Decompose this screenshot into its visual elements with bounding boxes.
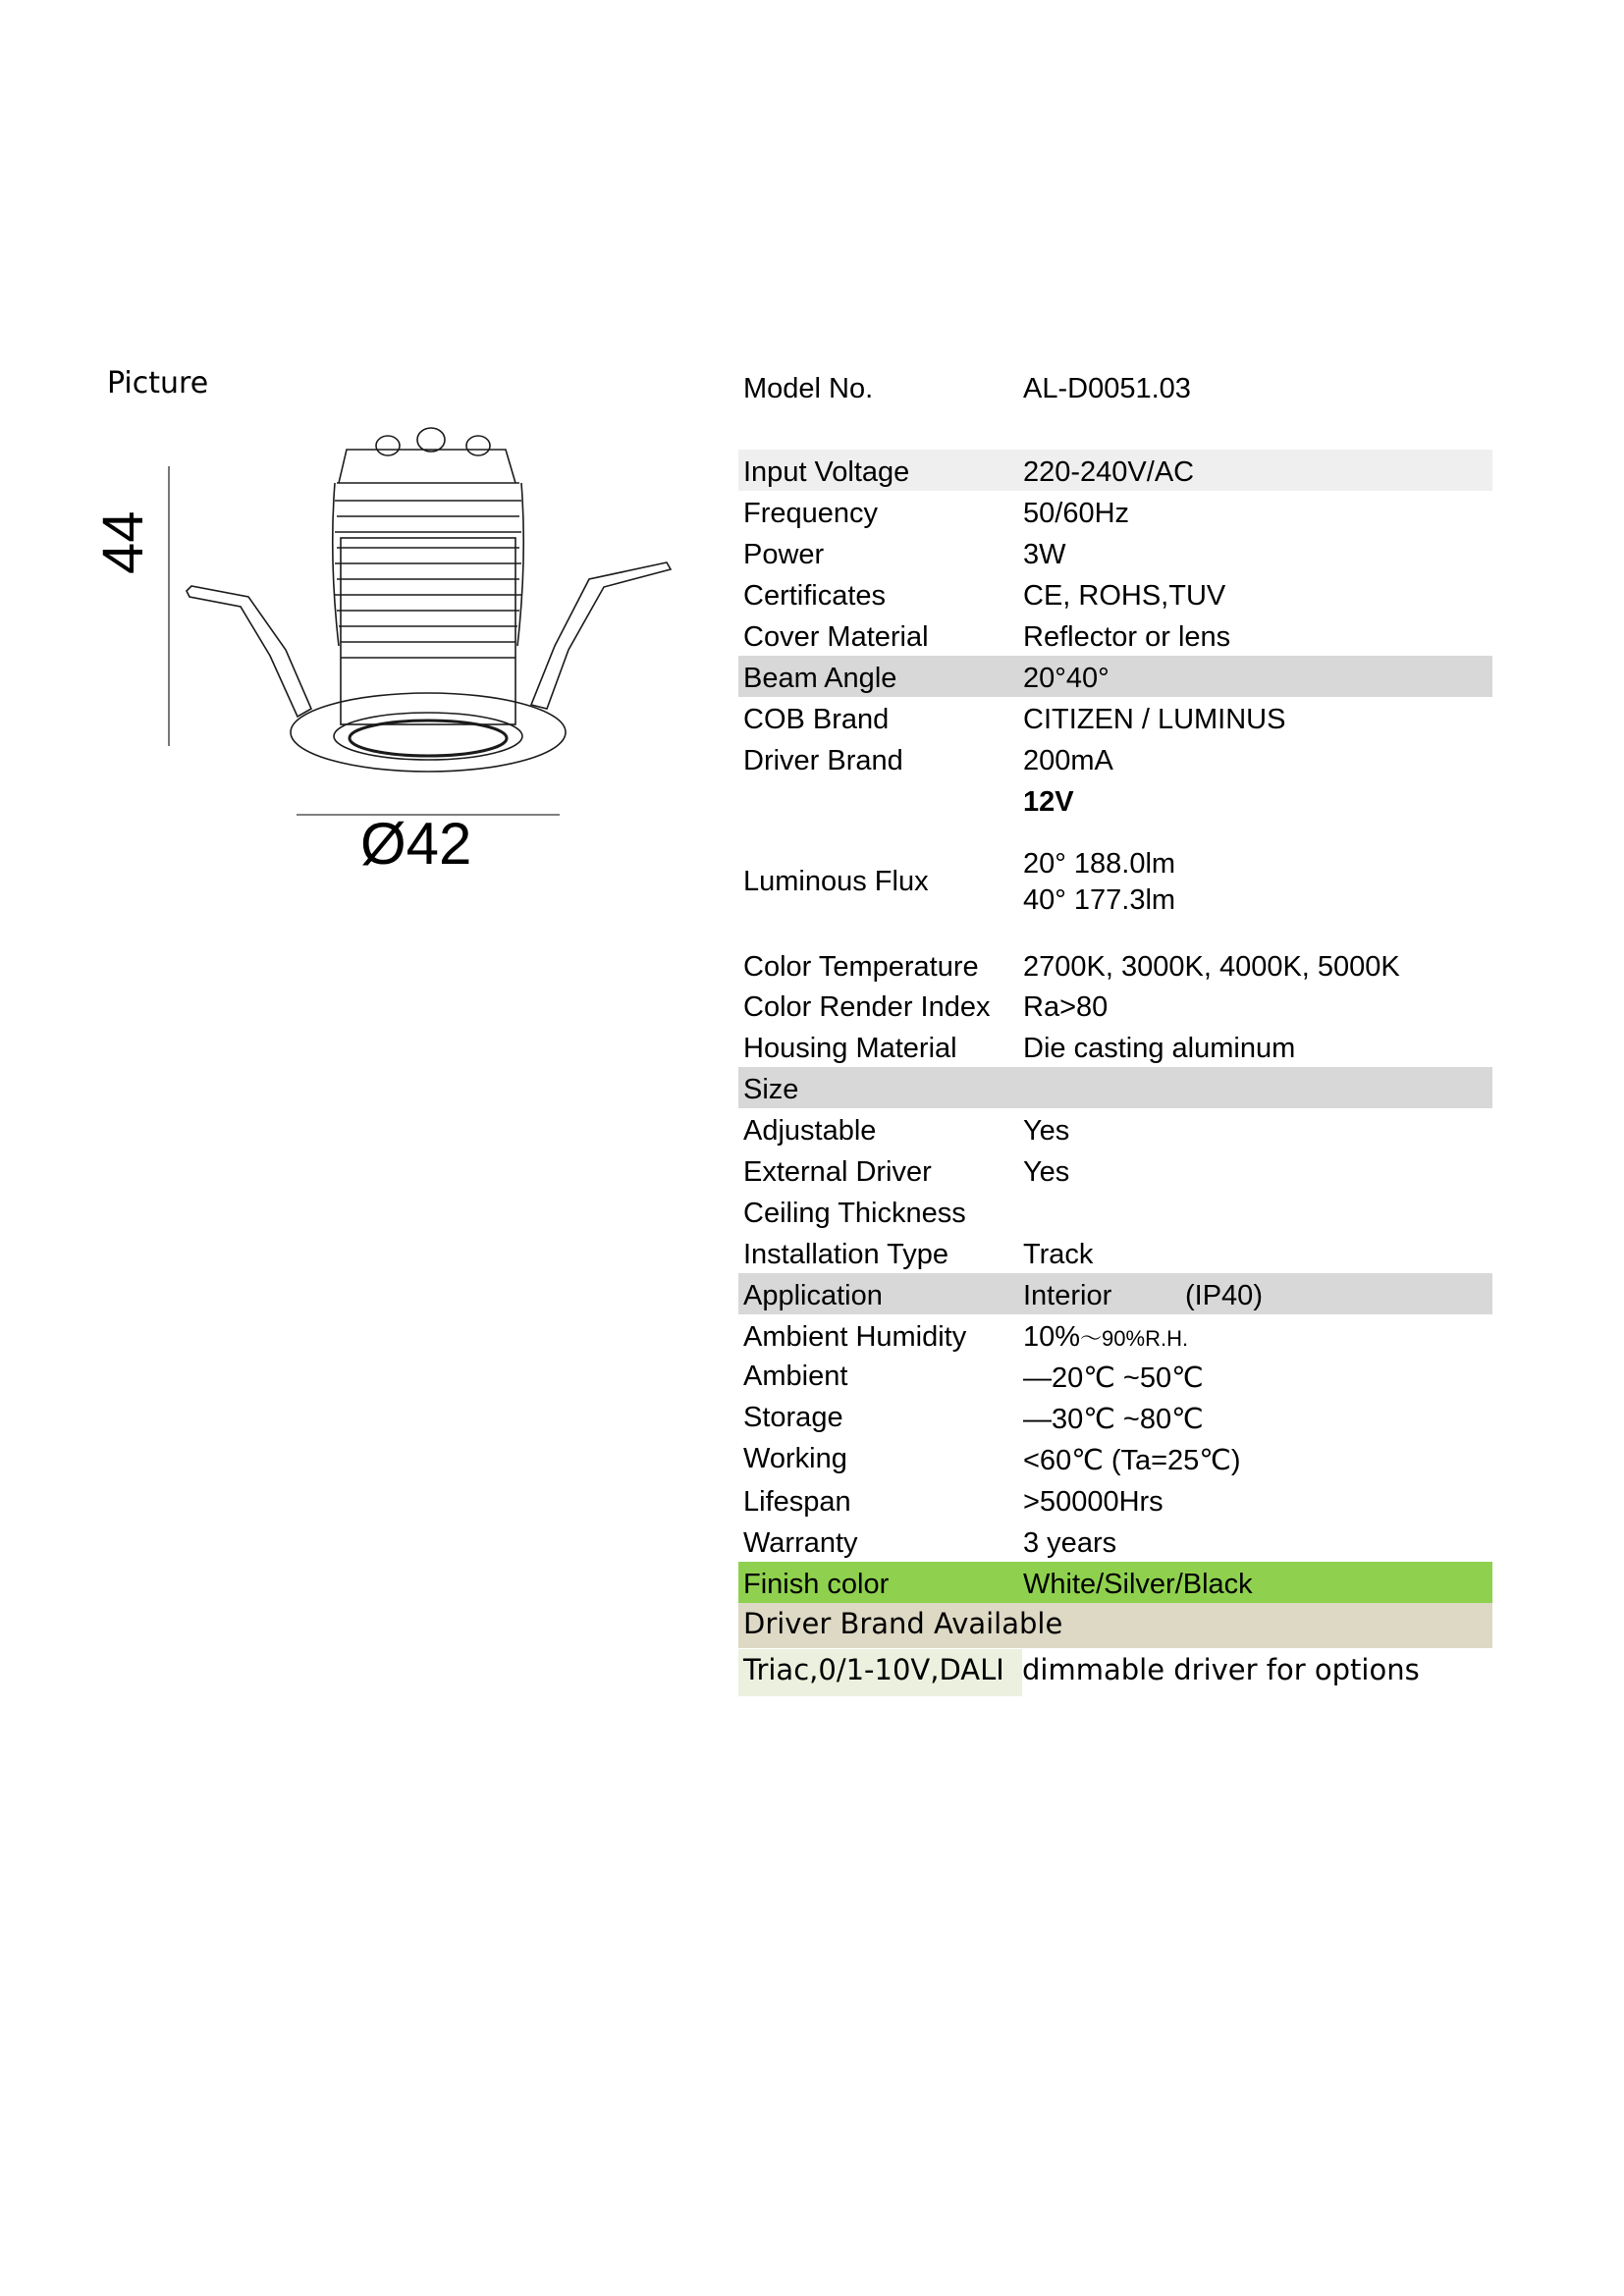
spec-label: Ambient bbox=[743, 1361, 848, 1392]
humidity-range: ～90%R.H. bbox=[1080, 1326, 1189, 1351]
spec-label: Input Voltage bbox=[743, 456, 910, 488]
spec-value: >50000Hrs bbox=[1023, 1486, 1164, 1518]
luminous-flux-row bbox=[738, 844, 1492, 923]
spec-label: Warranty bbox=[743, 1527, 858, 1559]
spec-value: Yes bbox=[1023, 1156, 1070, 1188]
spec-row bbox=[738, 1108, 1492, 1149]
spec-row bbox=[738, 1436, 1492, 1477]
spec-label: Driver Brand bbox=[743, 745, 903, 776]
spec-label: Finish color bbox=[743, 1569, 890, 1600]
spec-label: Storage bbox=[743, 1402, 843, 1433]
spec-value: White/Silver/Black bbox=[1023, 1569, 1253, 1600]
spec-label: COB Brand bbox=[743, 704, 890, 735]
spec-row bbox=[738, 1354, 1492, 1395]
application-row bbox=[738, 1273, 1492, 1314]
spec-row bbox=[738, 1191, 1492, 1232]
height-dimension: 44 bbox=[91, 510, 155, 574]
spec-label: External Driver bbox=[743, 1156, 932, 1188]
driver-voltage-row bbox=[738, 779, 1492, 821]
spec-label: Adjustable bbox=[743, 1115, 877, 1147]
spec-row bbox=[738, 697, 1492, 738]
dimmable-row bbox=[738, 1649, 1492, 1696]
spec-value: CE, ROHS,TUV bbox=[1023, 580, 1226, 612]
driver-available-text: Driver Brand Available bbox=[743, 1607, 1063, 1640]
spec-value: Die casting aluminum bbox=[1023, 1033, 1296, 1064]
spec-value: —30℃ ~80℃ bbox=[1023, 1404, 1204, 1435]
humidity-row bbox=[738, 1314, 1492, 1356]
spec-label: Housing Material bbox=[743, 1033, 957, 1064]
model-row bbox=[738, 366, 1492, 407]
humidity-value: 10% bbox=[1023, 1321, 1081, 1353]
dimmable-driver-text: dimmable driver for options bbox=[1022, 1653, 1420, 1686]
spec-value: 20°40° bbox=[1023, 663, 1110, 694]
spec-row bbox=[738, 1232, 1492, 1273]
spec-label: Power bbox=[743, 539, 825, 570]
spec-value: <60℃ (Ta=25℃) bbox=[1023, 1445, 1241, 1476]
spec-label: Installation Type bbox=[743, 1239, 949, 1270]
spec-row bbox=[738, 1395, 1492, 1436]
humidity-label: Ambient Humidity bbox=[743, 1321, 967, 1353]
spec-value: CITIZEN / LUMINUS bbox=[1023, 704, 1286, 735]
ip-rating: (IP40) bbox=[1185, 1280, 1263, 1311]
finish-color-row bbox=[738, 1562, 1492, 1603]
spec-label: Working bbox=[743, 1443, 847, 1474]
spec-value: 200mA bbox=[1023, 745, 1113, 776]
spec-value: 3W bbox=[1023, 539, 1066, 570]
spec-row bbox=[738, 738, 1492, 779]
luminous-flux-label: Luminous Flux bbox=[743, 866, 929, 897]
spec-row bbox=[738, 532, 1492, 573]
spec-row bbox=[738, 1026, 1492, 1067]
spec-value: —20℃ ~50℃ bbox=[1023, 1362, 1204, 1394]
application-label: Application bbox=[743, 1280, 883, 1311]
spec-row bbox=[738, 944, 1492, 986]
application-value: Interior bbox=[1023, 1280, 1112, 1311]
spec-row bbox=[738, 1479, 1492, 1521]
spec-label: Frequency bbox=[743, 498, 879, 529]
spec-value: Yes bbox=[1023, 1115, 1070, 1147]
dimmable-options: Triac,0/1-10V,DALI bbox=[743, 1653, 1004, 1686]
driver-voltage-value: 12V bbox=[1023, 786, 1074, 818]
spec-label: Certificates bbox=[743, 580, 887, 612]
spec-label: Cover Material bbox=[743, 621, 929, 653]
spec-row bbox=[738, 1149, 1492, 1191]
driver-available-row bbox=[738, 1603, 1492, 1648]
spec-row bbox=[738, 491, 1492, 532]
luminous-flux-20: 20° 188.0lm bbox=[1023, 848, 1176, 880]
spec-value: Track bbox=[1023, 1239, 1094, 1270]
model-label: Model No. bbox=[743, 373, 874, 404]
spec-label: Color Render Index bbox=[743, 991, 991, 1023]
spec-row bbox=[738, 450, 1492, 491]
spec-value: Reflector or lens bbox=[1023, 621, 1231, 653]
spec-value: 2700K, 3000K, 4000K, 5000K bbox=[1023, 951, 1400, 983]
spec-value: 50/60Hz bbox=[1023, 498, 1130, 529]
spec-row bbox=[738, 1067, 1492, 1108]
spec-value: 220-240V/AC bbox=[1023, 456, 1195, 488]
spec-label: Ceiling Thickness bbox=[743, 1198, 966, 1229]
spec-label: Size bbox=[743, 1074, 799, 1105]
spec-value: Ra>80 bbox=[1023, 991, 1109, 1023]
spec-row bbox=[738, 656, 1492, 697]
diameter-dimension: Ø42 bbox=[360, 811, 472, 877]
luminous-flux-40: 40° 177.3lm bbox=[1023, 884, 1176, 916]
spec-label: Color Temperature bbox=[743, 951, 979, 983]
spec-row bbox=[738, 573, 1492, 614]
spec-row bbox=[738, 614, 1492, 656]
spec-row bbox=[738, 985, 1492, 1026]
spec-value: 3 years bbox=[1023, 1527, 1117, 1559]
spec-label: Beam Angle bbox=[743, 663, 897, 694]
picture-label: Picture bbox=[107, 366, 209, 400]
humidity-value-group bbox=[1023, 1321, 1188, 1354]
spec-row bbox=[738, 1521, 1492, 1562]
model-value: AL-D0051.03 bbox=[1023, 373, 1191, 404]
spec-label: Lifespan bbox=[743, 1486, 851, 1518]
